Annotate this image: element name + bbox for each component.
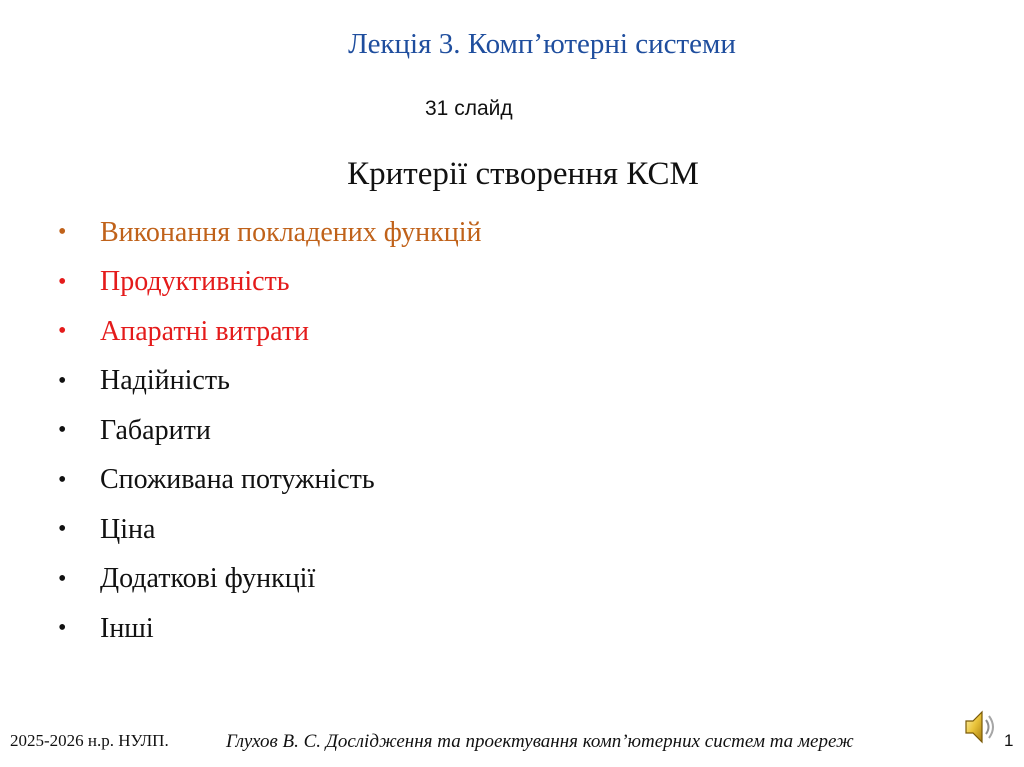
- page-number: 1: [1004, 731, 1014, 750]
- criteria-list: [58, 208, 482, 654]
- bullet-marker: •: [58, 268, 67, 295]
- slide-heading: Критерії створення КСМ: [347, 156, 699, 192]
- bullet-marker: •: [58, 565, 67, 592]
- bullet-text: Продуктивність: [100, 266, 290, 298]
- list-item: [58, 505, 482, 555]
- bullet-marker: •: [58, 466, 67, 493]
- list-item: [58, 307, 482, 357]
- bullet-text: Апаратні витрати: [100, 315, 310, 347]
- bullet-text: Виконання покладених функцій: [100, 216, 482, 248]
- list-item: [58, 604, 482, 654]
- bullet-marker: •: [58, 318, 67, 345]
- bullet-text: Ціна: [100, 513, 156, 545]
- bullet-text: Габарити: [100, 414, 211, 446]
- bullet-text: Інші: [100, 612, 154, 644]
- bullet-marker: •: [58, 417, 67, 444]
- bullet-text: Споживана потужність: [100, 464, 375, 496]
- bullet-text: Надійність: [100, 365, 230, 397]
- bullet-marker: •: [58, 367, 67, 394]
- list-item: [58, 456, 482, 506]
- bullet-marker: •: [58, 615, 67, 642]
- list-item: [58, 406, 482, 456]
- lecture-title: Лекція 3. Комп’ютерні системи: [348, 28, 736, 60]
- list-item: [58, 357, 482, 407]
- bullet-marker: •: [58, 219, 67, 246]
- list-item: [58, 555, 482, 605]
- footer-course-title: Глухов В. С. Дослідження та проектування комп’ютерних систем та мереж: [226, 731, 854, 752]
- footer-academic-year: 2025-2026 н.р. НУЛП.: [10, 731, 169, 750]
- speaker-icon[interactable]: [962, 706, 1000, 748]
- bullet-marker: •: [58, 516, 67, 543]
- slide-number-label: 31 слайд: [425, 97, 513, 120]
- bullet-text: Додаткові функції: [100, 563, 316, 595]
- list-item: [58, 258, 482, 308]
- list-item: [58, 208, 482, 258]
